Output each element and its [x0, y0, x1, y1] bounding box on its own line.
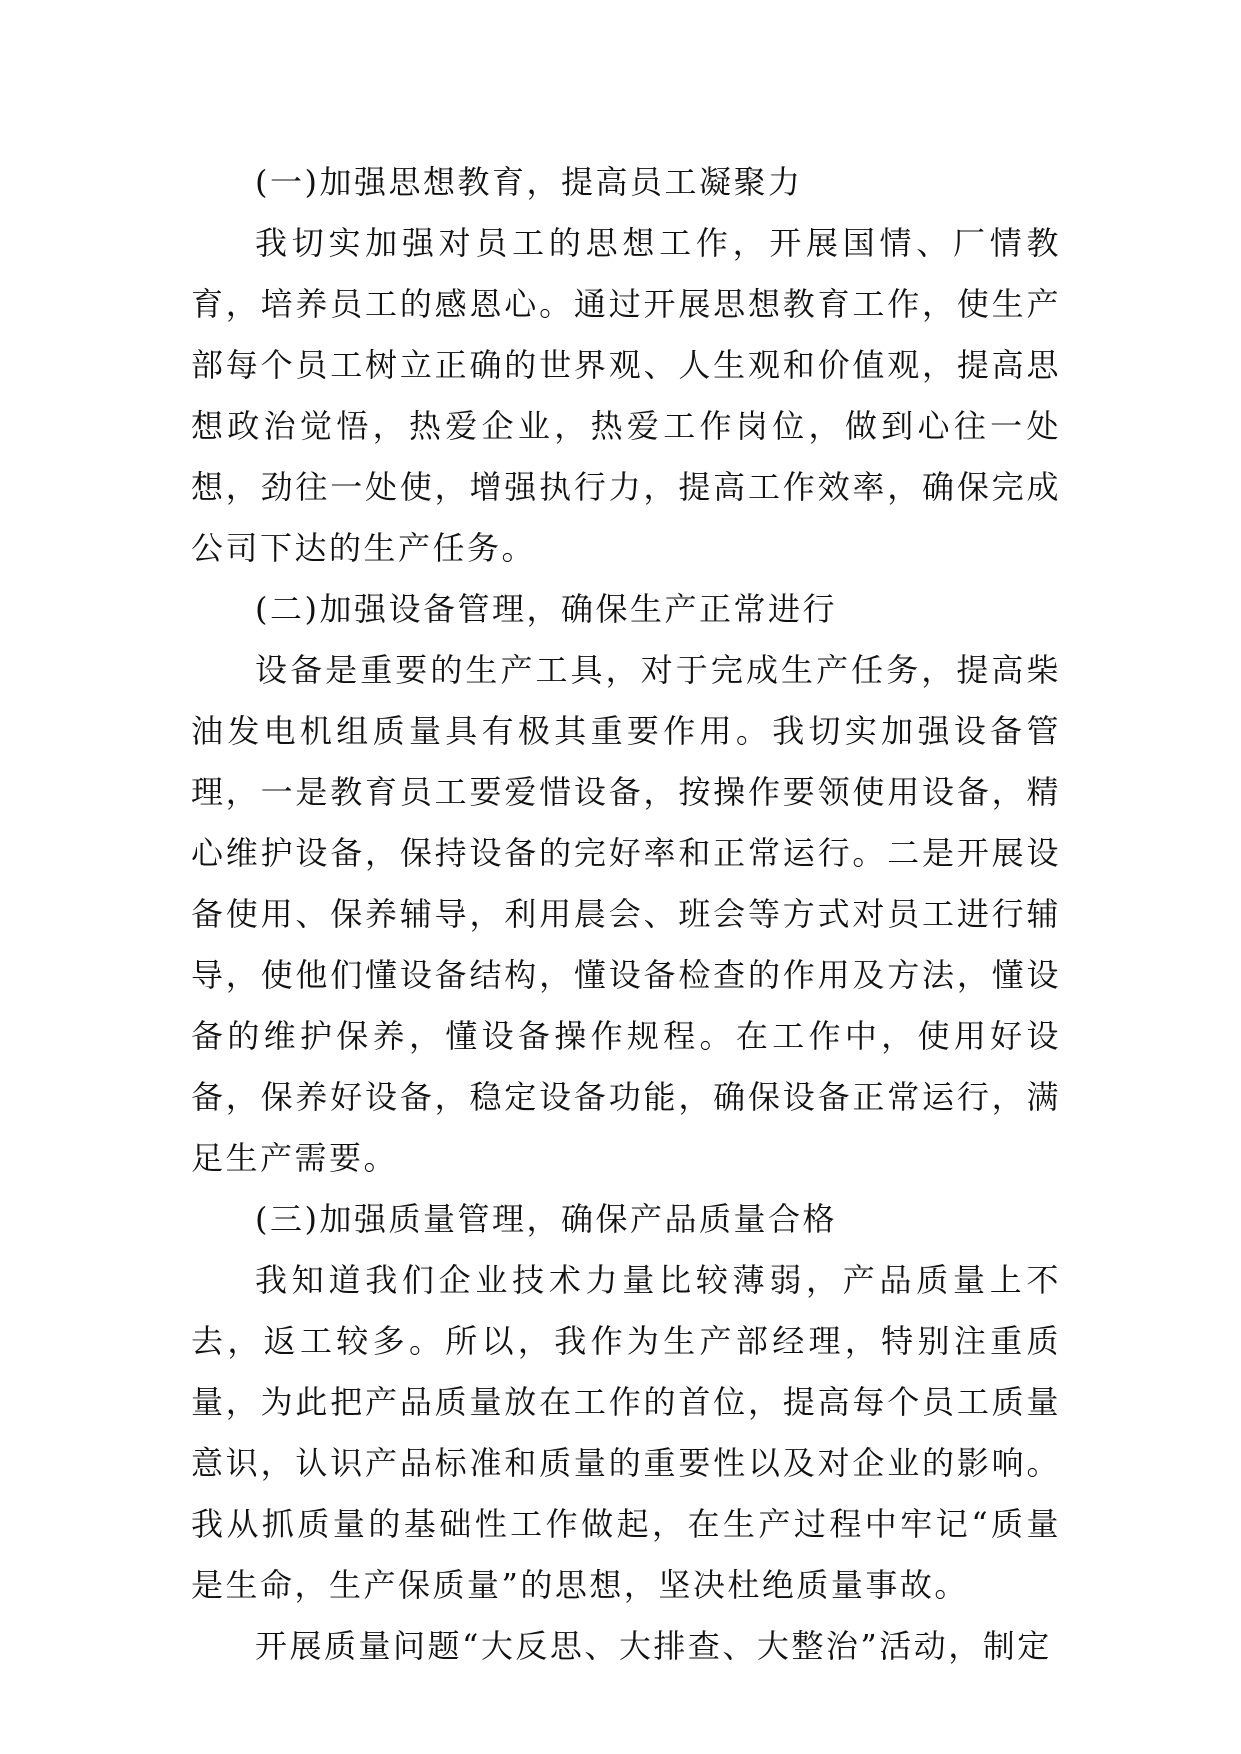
document-body [191, 152, 1061, 1677]
section-heading-2: (二)加强设备管理，确保生产正常进行 [255, 590, 837, 628]
paragraph-2: 设备是重要的生产工具，对于完成生产任务，提高柴油发电机组质量具有极其重要作用。我切实加强设备管理，一是教育员工要爱惜设备，按操作要领使用设备，精心维护设备，保持设备的完好率和正常运行。二是开展设备使用、保养辅导，利用晨会、班会等方式对员工进行辅导，使他们懂设备结构，懂设备检查的作用及方法，懂设备的维护保养，懂设备操作规程。在工作中，使用好设备，保养好设备，稳定设备功能，确保设备正常运行，满足生产需要。 [191, 651, 1061, 1177]
paragraph-3: 我知道我们企业技术力量比较薄弱，产品质量上不去，返工较多。所以，我作为生产部经理，特别注重质量，为此把产品质量放在工作的首位，提高每个员工质量意识，认识产品标准和质量的重要性以及对企业的影响。我从抓质量的基础性工作做起，在生产过程中牢记“质量是生命，生产保质量”的思想，坚决杜绝质量事故。 [191, 1261, 1061, 1604]
paragraph-4: 开展质量问题“大反思、大排查、大整治”活动，制定 [255, 1627, 1052, 1665]
paragraph-1: 我切实加强对员工的思想工作，开展国情、厂情教育，培养员工的感恩心。通过开展思想教育工作，使生产部每个员工树立正确的世界观、人生观和价值观，提高思想政治觉悟，热爱企业，热爱工作岗位，做到心往一处想，劲往一处使，增强执行力，提高工作效率，确保完成公司下达的生产任务。 [191, 224, 1061, 567]
section-heading-3: (三)加强质量管理，确保产品质量合格 [255, 1200, 837, 1238]
section-heading-1: (一)加强思想教育，提高员工凝聚力 [255, 163, 803, 201]
